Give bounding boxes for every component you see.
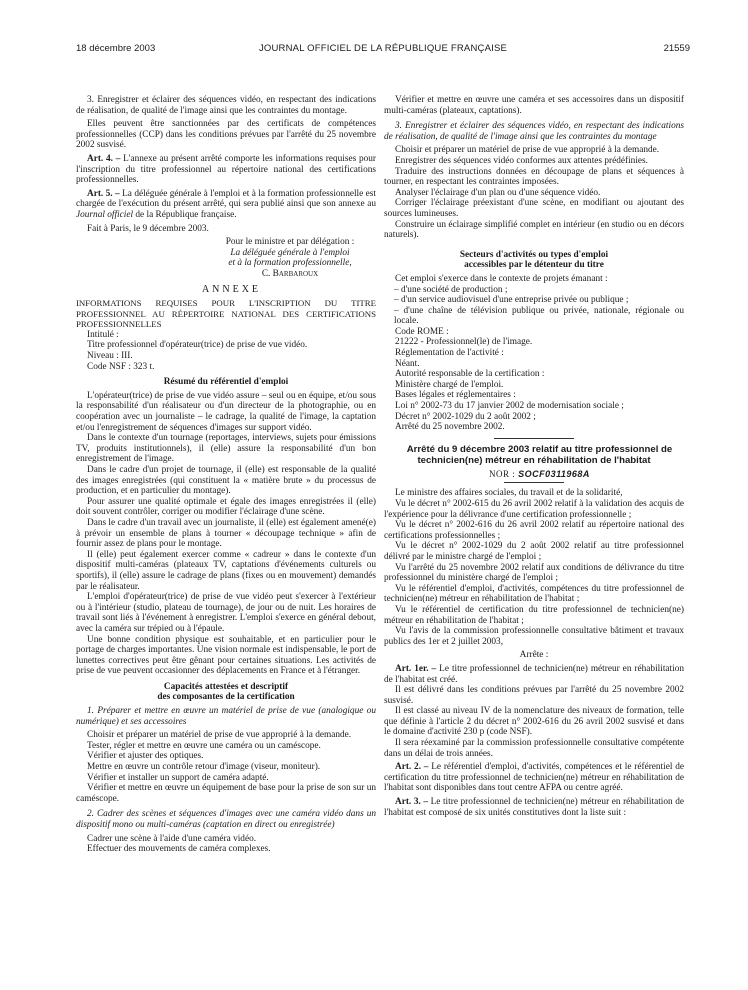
capacity-title: 3. Enregistrer et éclairer des séquences vidéo, en respectant des indications de réalisation, de qualité de l'image ainsi que les contraintes du montage [384,121,684,142]
paragraph: Cet emploi s'exerce dans le contexte de projets émanant : [395,273,608,284]
list-item: – d'une chaîne de télévision publique ou privée, nationale, régionale ou locale. [394,305,684,327]
paragraph: Il (elle) peut également exercer comme « cadreur » dans le contexte d'un dispositif multi-caméras (plateaux TV, captations d'événements culturels ou sportifs), il (elle) assure le cadrage de plans (fixes ou en mouvement) demandés par le réalisateur. [76,549,376,592]
list-item: Cadrer une scène à l'aide d'une caméra vidéo. [87,833,257,844]
field-value: Titre professionnel d'opérateur(trice) de prise de vue vidéo. [87,340,308,351]
field-value: Ministère chargé de l'emploi. [395,379,504,390]
running-header [76,43,690,57]
list-item: Construire un éclairage simplifié complet en intérieur (en studio ou en décors naturels). [384,219,684,241]
paragraph: L'opérateur(trice) de prise de vue vidéo assure – seul ou en équipe, et/ou sous la responsabilité d'un réalisateur ou d'un directeur de la photographie, ou en coopération avec un journaliste – le cadrage, la qualité de l'image, la captation et/ou l'enregistrement de séquences d'images sur support vidéo. [76,390,376,433]
list-item: – d'un service audiovisuel d'une entreprise privée ou publique ; [394,295,629,306]
list-item: Vérifier et mettre en œuvre un équipement de base pour la prise de son sur un caméscope. [76,783,376,804]
annexe-subtitle: INFORMATIONS REQUISES POUR L'INSCRIPTION DU TITRE PROFESSIONNEL AU RÉPERTOIRE NATIONAL DES CERTIFICATIONS PROFESSIONNELLES [76,298,376,330]
field-label: Autorité responsable de la certification : [395,369,545,380]
field-value: Arrêté du 25 novembre 2002. [395,422,505,433]
list-item: Vérifier et mettre en œuvre une caméra et ses accessoires dans un dispositif multi-caméras (plateaux, captations). [384,95,684,116]
list-item: Enregistrer des séquences vidéo conformes aux attentes prédéfinies. [395,155,648,166]
signature-date: Fait à Paris, le 9 décembre 2003. [87,223,209,234]
paragraph: Vu le référentiel de certification du titre professionnel de technicien(ne) métreur en réhabilitation de l'habitat ; [384,604,684,626]
paragraph: Elles peuvent être sanctionnées par des certificats de compétences professionnelles (CCP) dans les conditions prévues par l'arrêté du 25 novembre 2002 susvisé. [76,119,376,151]
paragraph: Vu le référentiel d'emploi, d'activités, compétences du titre professionnel de technicien(ne) métreur en réhabilitation de l'habitat ; [384,583,684,605]
list-item: Tester, régler et mettre en œuvre une caméra ou un caméscope. [87,740,321,751]
paragraph: 3. Enregistrer et éclairer des séquences vidéo, en respectant des indications de réalisation, de qualité de l'image ainsi que les contraintes du montage. [76,95,376,116]
paragraph: Vu le décret n° 2002-615 du 26 avril 2002 relatif à la validation des acquis de l'expérience pour la délivrance d'une certification professionnelle ; [384,499,684,520]
field-label: Intitulé : [87,329,119,340]
list-item: Choisir et préparer un matériel de prise de vue approprié à la demande. [395,145,660,156]
field-value: 21222 - Professionnel(le) de l'image. [395,337,533,348]
right-column [384,95,684,818]
nor-reference: NOR : SOCF0311968A [489,468,590,479]
field-label: Bases légales et réglementaires : [395,390,516,401]
list-item: Corriger l'éclairage préexistant d'une scène, en modifiant ou ajoutant des sources lumineuses. [384,198,684,219]
section-heading: des composantes de la certification [157,692,295,703]
arrete-word: Arrête : [519,650,549,661]
paragraph: Vu l'arrêté du 25 novembre 2002 relatif aux conditions de délivrance du titre professionnel du ministère chargé de l'emploi ; [384,562,684,584]
paragraph: Vu le décret n° 2002-1029 du 2 août 2002 relatif au titre professionnel délivré par le ministre chargé de l'emploi ; [384,541,684,562]
paragraph: Il est classé au niveau IV de la nomenclature des niveaux de formation, telle que définie à l'article 2 du décret n° 2002-616 du 26 avril 2002 susvisé et dans le domaine d'activité 230 p (code NSF). [384,706,684,738]
paragraph: Vu l'avis de la commission professionnelle consultative bâtiment et travaux publics des 1er et 2 juillet 2003, [384,626,684,647]
paragraph: L'emploi d'opérateur(trice) de prise de vue vidéo peut s'exercer à l'extérieur ou à l'intérieur (studio, plateau de tournage), de jour ou de nuit. Les horaires de travail sont liés à l'événement à enregistrer. L'emploi s'exerce en général debout, avec la caméra sur trépied ou à l'épaule. [76,592,376,634]
list-item: – d'une société de production ; [394,284,508,295]
paragraph: Il sera réexaminé par la commission professionnelle consultative compétente dans un délai de trois années. [384,738,684,759]
section-heading: Secteurs d'activités ou types d'emploi [459,249,609,260]
paragraph: Vu le décret n° 2002-616 du 26 avril 2002 relatif au répertoire national des certifications professionnelles ; [384,520,684,541]
left-column [76,95,376,855]
arrete-title: Arrêté du 9 décembre 2003 relatif au titre professionnel de technicien(ne) métreur en réhabilitation de l'habitat [406,443,673,466]
field-value: Néant. [395,358,420,369]
paragraph: Pour assurer une qualité optimale et égale des images enregistrées il (elle) doit souvent contrôler, corriger ou modifier l'éclairage d'une scène. [76,496,376,518]
paragraph: Dans le cadre d'un travail avec un journaliste, il (elle) est également amené(e) à prévoir un ensemble de plans à tourner « découpage technique » afin de fournir assez de plans pour le montage. [76,517,376,550]
paragraph: Une bonne condition physique est souhaitable, et en particulier pour le portage de charges importantes. Une vision normale est indispensable, le port de lunettes correctives peut être gênant pour certaines situations. Les activités de prise de vue peuvent occasionner des déplacements en France et à l'étranger. [76,634,376,677]
paragraph: Le ministre des affaires sociales, du travail et de la solidarité, [395,488,623,499]
list-item: Choisir et préparer un matériel de prise de vue approprié à la demande. [87,730,352,741]
paragraph: Il est délivré dans les conditions prévues par l'arrêté du 25 novembre 2002 susvisé. [384,685,684,706]
header-date: 18 décembre 2003 [76,43,156,54]
list-item: Effectuer des mouvements de caméra complexes. [87,844,271,855]
list-item: Mettre en œuvre un contrôle retour d'image (viseur, moniteur). [87,762,321,773]
article-1: Art. 1er. – Le titre professionnel de technicien(ne) métreur en réhabilitation de l'habitat est créé. [384,663,684,685]
section-heading: Résumé du référentiel d'emploi [163,377,289,388]
section-heading: accessibles par le détenteur du titre [464,260,604,271]
paragraph: Dans le contexte d'un tournage (reportages, interviews, sujets pour émissions TV, produits institutionnels), il (elle) assure la responsabilité d'un bon enregistrement de l'image. [76,433,376,465]
annexe-title: ANNEXE [201,283,262,295]
section-heading: Capacités attestées et descriptif [163,681,289,692]
page-number: 21559 [663,43,690,54]
list-item: Vérifier et ajuster des optiques. [87,751,204,762]
field-value: Niveau : III. [87,351,133,362]
field-label: Réglementation de l'activité : [395,348,504,359]
article-5: Art. 5. – La déléguée générale à l'emploi et à la formation professionnelle est chargée de l'exécution du présent arrêté, qui sera publié ainsi que son annexe au Journal officiel de la République française. [76,188,376,220]
article-2: Art. 2. – Le référentiel d'emploi, d'activités, compétences et le référentiel de certification du titre professionnel de technicien(ne) métreur en réhabilitation de l'habitat sont disponibles dans tout centre AFPA ou centre agréé. [384,762,684,794]
field-value: Décret n° 2002-1029 du 2 août 2002 ; [395,411,536,422]
sector-list [384,285,684,327]
field-value: Code NSF : 323 t. [87,361,155,372]
capacity-title: 1. Préparer et mettre en œuvre un matériel de prise de vue (analogique ou numérique) et ses accessoires [76,706,376,727]
list-item: Traduire des instructions données en découpage de plans et séquences à tourner, en respectant les contraintes imposées. [384,166,684,188]
field-label: Code ROME : [395,326,449,337]
list-item: Vérifier et installer un support de caméra adapté. [87,772,269,783]
journal-title: JOURNAL OFFICIEL DE LA RÉPUBLIQUE FRANÇAISE [258,43,508,54]
article-3: Art. 3. – Le titre professionnel de technicien(ne) métreur en réhabilitation de l'habitat est composé de six unités constitutives dont la liste suit : [384,797,685,818]
capacity-title: 2. Cadrer des scènes et séquences d'images avec une caméra vidéo dans un dispositif mono ou multi-caméras (captation en direct ou enregistrée) [76,809,376,830]
signature-block: Pour le ministre et par délégation : La déléguée générale à l'emploi et à la formation professionnelle, C. Barbaroux [225,237,355,279]
field-value: Loi n° 2002-73 du 17 janvier 2002 de modernisation sociale ; [395,401,624,412]
list-item: Analyser l'éclairage d'un plan ou d'une séquence vidéo. [395,187,601,198]
paragraph: Dans le cadre d'un projet de tournage, il (elle) est responsable de la qualité des images enregistrées (qui constituent la « matière brute » du processus de production, et en particulier du montage). [76,465,376,497]
article-4: Art. 4. – L'annexe au présent arrêté comporte les informations requises pour l'inscription du titre professionnel au répertoire national des certifications professionnelles. [76,153,376,186]
